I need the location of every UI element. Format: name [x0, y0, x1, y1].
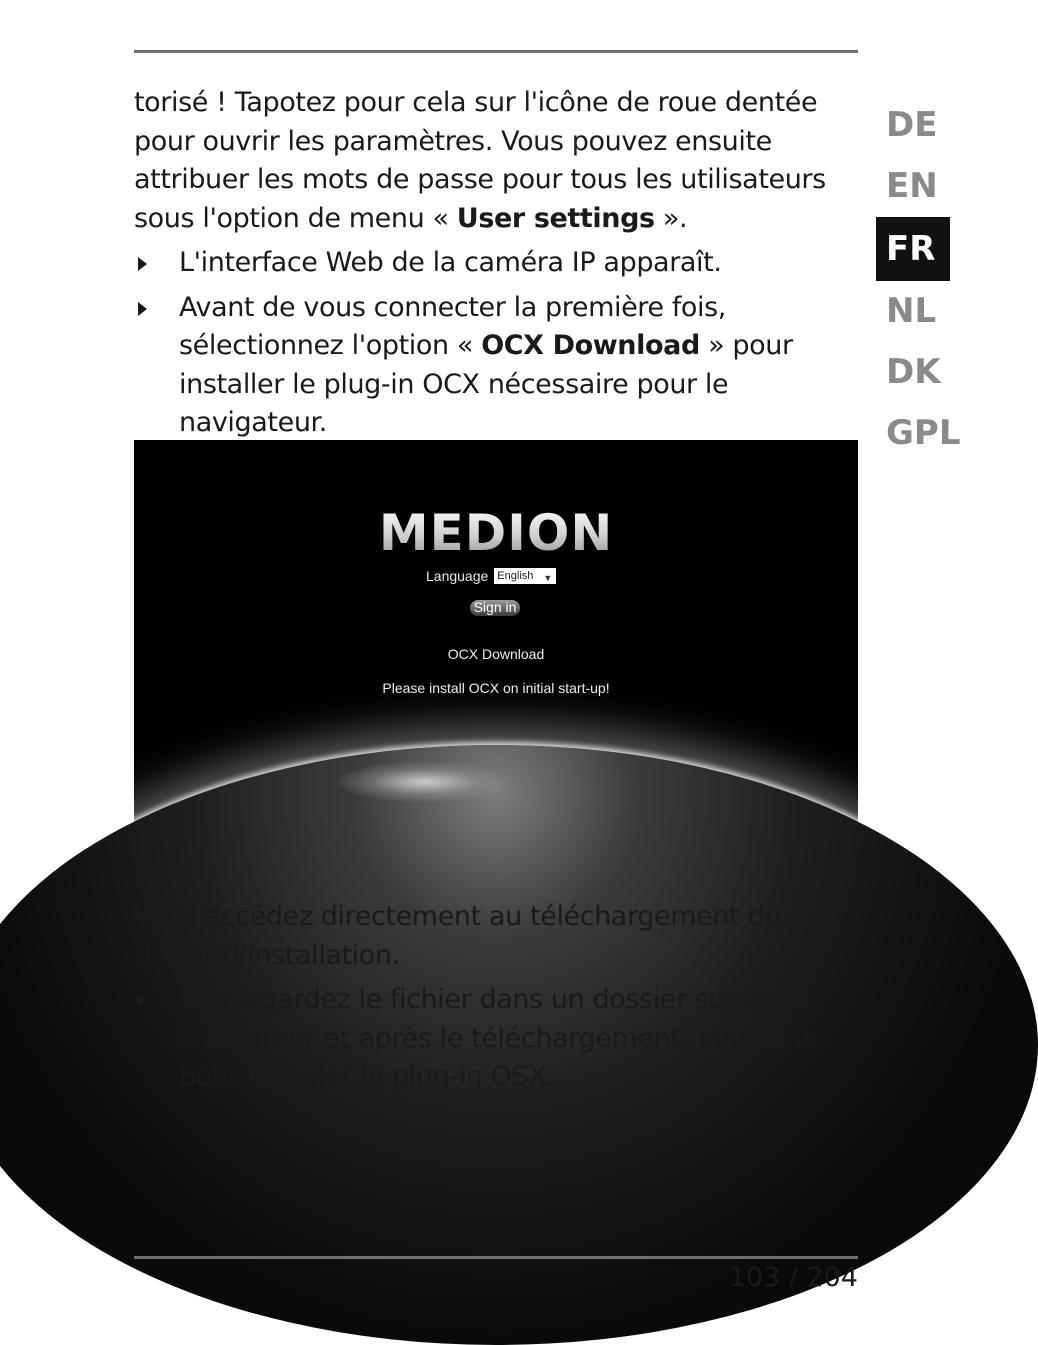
step-text: L'interface Web de la caméra IP apparaît.	[179, 247, 722, 278]
storm-cloud-image	[339, 762, 509, 802]
ocx-download-link[interactable]: OCX Download	[447, 646, 545, 662]
after-paragraph: Vous accédez directement au téléchargement du fichier d'installation.	[134, 901, 781, 971]
step-text: Sauvegardez le fichier dans un dossier sur votre ordinateur et après le téléchargement, ouvrez-le pour installer le plug-in OSX.	[179, 984, 818, 1092]
step-text-end: » pour installer le plug-in OCX nécessaire pour le navigateur.	[179, 330, 793, 438]
list-item	[134, 244, 844, 283]
language-tab[interactable]: EN	[886, 166, 938, 206]
chevron-down-icon: ▼	[543, 573, 553, 583]
language-tab[interactable]: GPL	[886, 413, 961, 453]
list-item	[134, 289, 844, 443]
step-bold: OCX Download	[481, 330, 700, 361]
language-tab[interactable]: DE	[886, 105, 938, 145]
medion-logo: MEDION	[134, 504, 858, 562]
bottom-rule	[134, 1256, 858, 1259]
language-select-value: English	[497, 570, 534, 582]
page-number: 103 / 204	[728, 1262, 858, 1293]
web-interface-screenshot	[134, 440, 858, 848]
bullet-arrow-icon	[138, 302, 147, 316]
list-item	[134, 981, 844, 1097]
language-tab[interactable]: NL	[886, 291, 937, 331]
step-list	[134, 981, 844, 1097]
step-list	[134, 244, 844, 443]
intro-bold: User settings	[456, 202, 655, 234]
language-row	[426, 568, 556, 584]
language-tab-active[interactable]: FR	[876, 217, 950, 281]
language-tab[interactable]: DK	[886, 352, 941, 392]
bullet-arrow-icon	[138, 994, 147, 1008]
intro-section	[134, 84, 844, 449]
intro-text: torisé ! Tapotez pour cela sur l'icône de roue dentée pour ouvrir les paramètres. Vous pouvez ensuite attribuer les mots de passe pour tous les utilisateurs sous l'option de menu «	[134, 87, 826, 234]
language-label: Language	[426, 568, 489, 584]
intro-text-end: ».	[654, 202, 688, 234]
language-select[interactable]	[494, 568, 556, 584]
language-tabs	[876, 95, 961, 464]
top-rule	[134, 50, 858, 53]
intro-paragraph	[134, 84, 844, 238]
step-text: Avant de vous connecter la première fois, sélectionnez l'option «	[179, 291, 726, 361]
after-section	[134, 898, 844, 1103]
ocx-install-note: Please install OCX on initial start-up!	[382, 680, 610, 696]
sign-in-button[interactable]: Sign in	[470, 600, 520, 616]
bullet-arrow-icon	[138, 257, 147, 271]
